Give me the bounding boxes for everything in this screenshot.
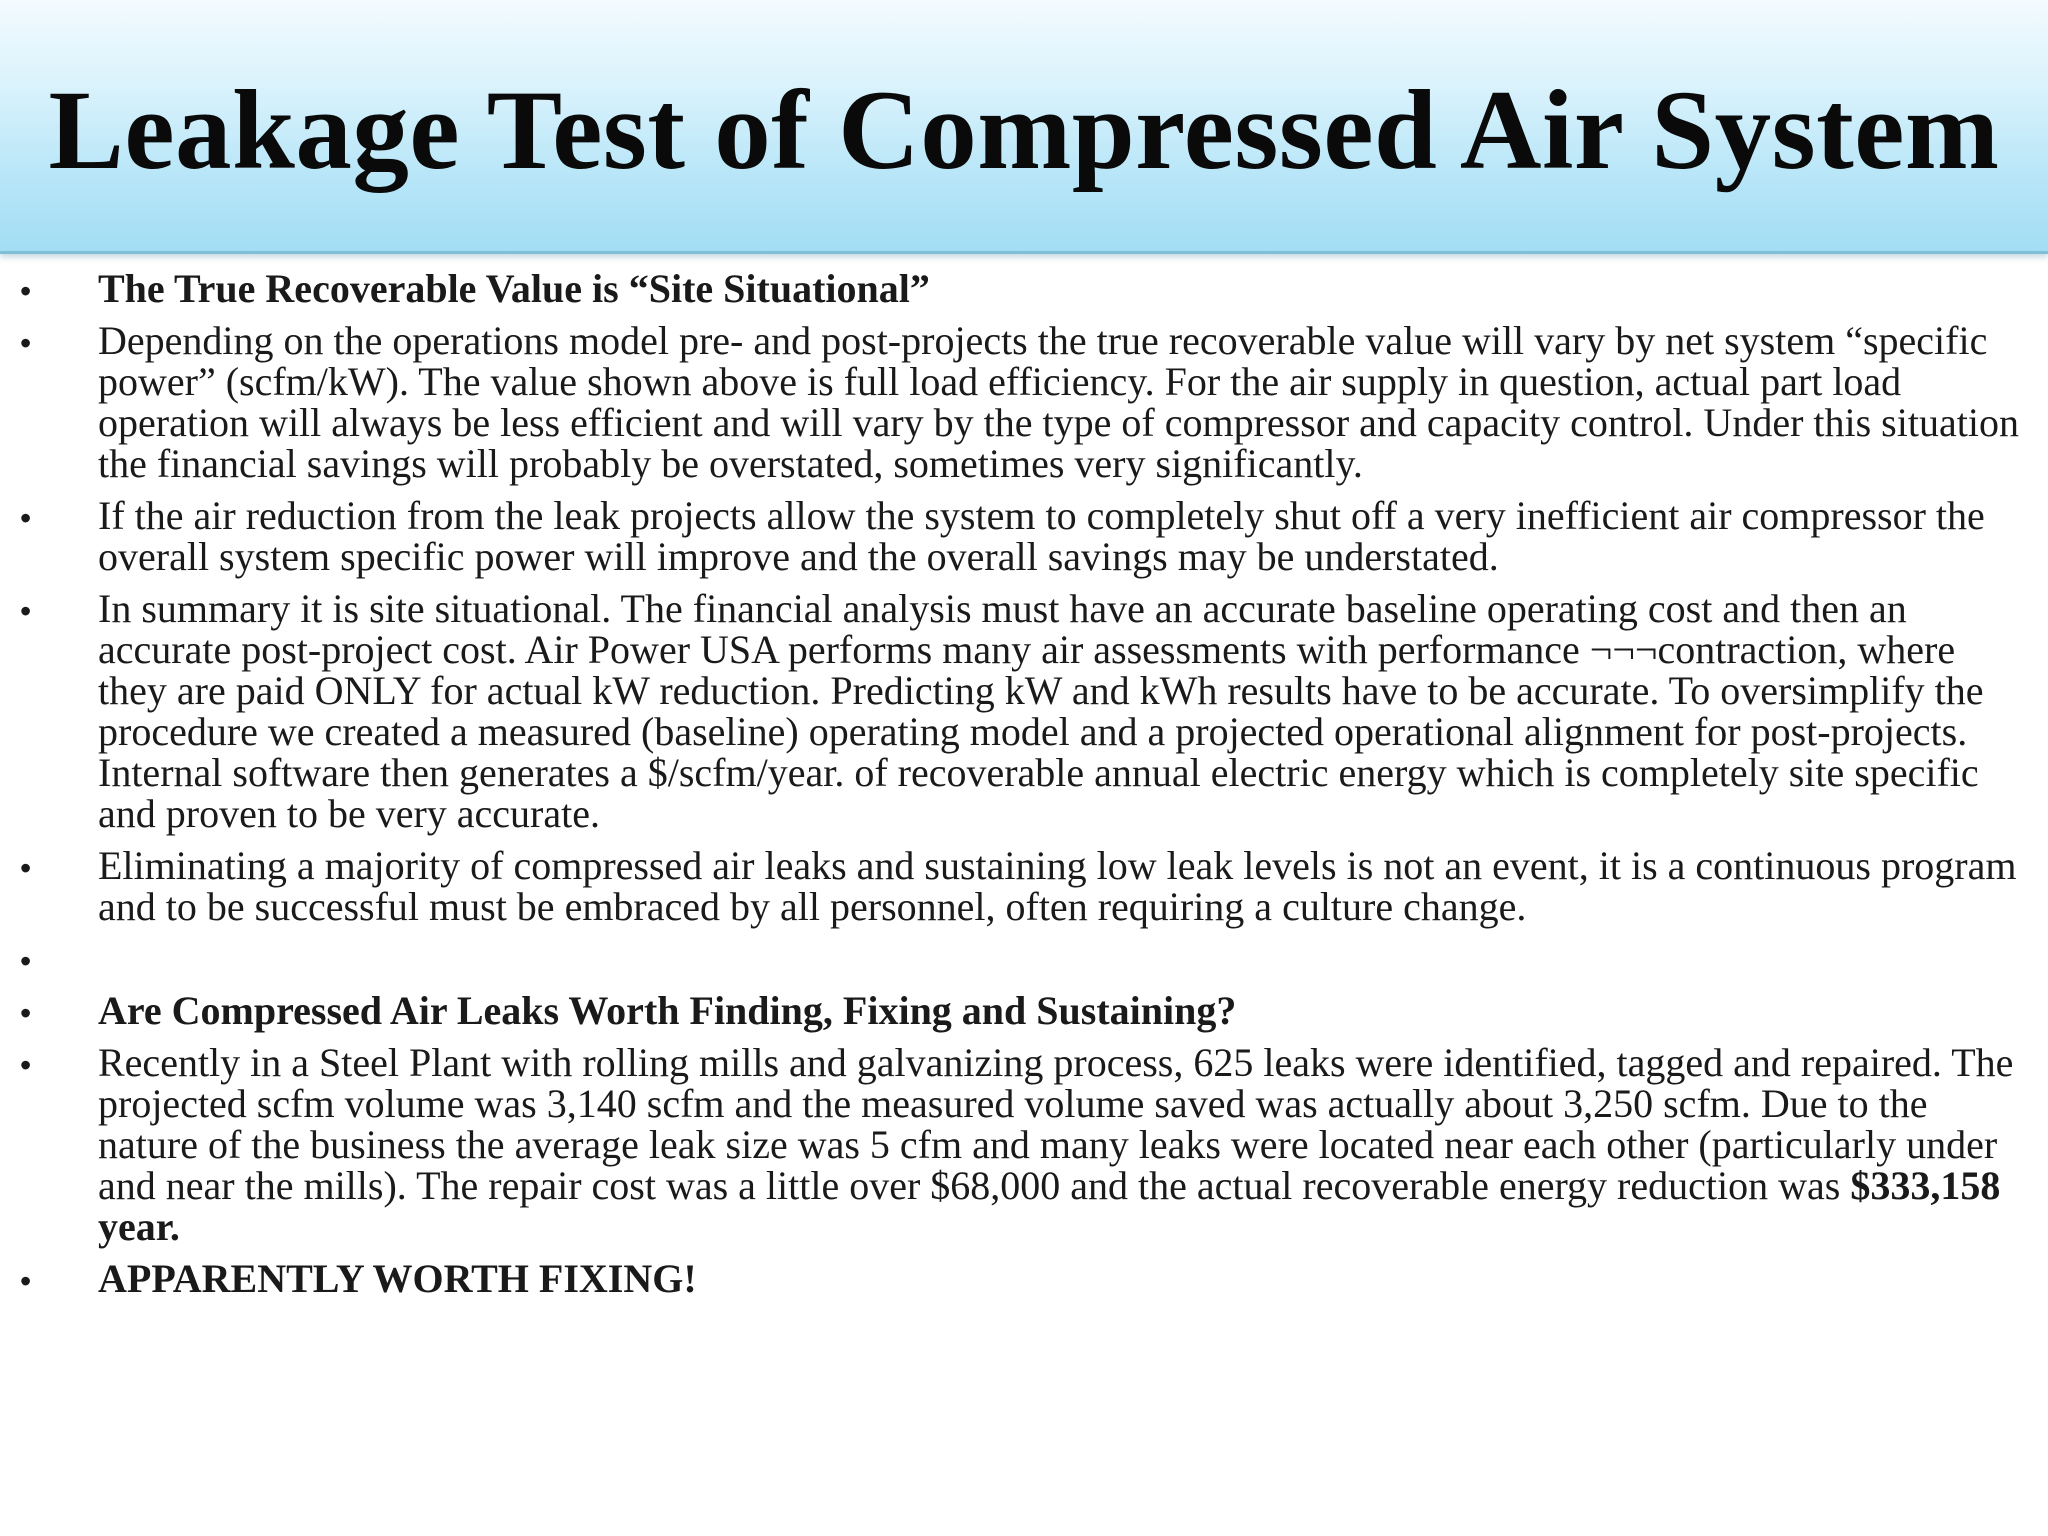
bullet-text: If the air reduction from the leak projects allow the system to completely shut off a very inefficient air compressor the overall system specific power will improve and the overall savings may be understated.: [98, 493, 1985, 579]
slide-title: Leakage Test of Compressed Air System: [48, 68, 2000, 193]
bullet-text: In summary it is site situational. The financial analysis must have an accurate baseline operating cost and then an accurate post-project cost. Air Power USA performs many air assessments with performance ¬¬¬contraction, where they are paid ONLY for actual kW reduction. Predicting kW and kWh results have to be accurate. To oversimplify the procedure we created a measured (baseline) operating model and a projected operational alignment for post-projects. Internal software then generates a $/scfm/year. of recoverable annual electric energy which is completely site specific and proven to be very accurate.: [98, 586, 1984, 836]
bullet-text: [98, 1040, 2013, 1249]
bullet-text: Eliminating a majority of compressed air leaks and sustaining low leak levels is not an event, it is a continuous program and to be successful must be embraced by all personnel, often requiring a culture change.: [98, 843, 2017, 929]
bullet-list: [0, 268, 2048, 1310]
title-banner: [0, 0, 2048, 254]
bullet-dot: •: [20, 943, 32, 979]
bullet-dot: •: [20, 325, 32, 361]
bullet-dot: •: [20, 995, 32, 1031]
bullet-text-body: Recently in a Steel Plant with rolling mills and galvanizing process, 625 leaks were identified, tagged and repaired. The projected scfm volume was 3,140 scfm and the measured volume saved was actually about 3,250 scfm. Due to the nature of the business the average leak size was 5 cfm and many leaks were located near each other (particularly under and near the mills). The repair cost was a little over $68,000 and the actual recoverable energy reduction was: [98, 1040, 2014, 1208]
bullet-empty: [0, 938, 2048, 979]
bullet-air-reduction: [0, 495, 2048, 577]
bullet-operations-model: [0, 320, 2048, 484]
savings-amount: $333,158 year.: [98, 1163, 2001, 1249]
bullet-summary: [0, 588, 2048, 834]
bullet-eliminating-leaks: [0, 845, 2048, 927]
bullet-steel-plant: [0, 1042, 2048, 1247]
bullet-text: The True Recoverable Value is “Site Situational”: [98, 266, 930, 311]
bullet-text: Depending on the operations model pre- and post-projects the true recoverable value will vary by net system “specific power” (scfm/kW). The value shown above is full load efficiency. For the air supply in question, actual part load operation will always be less efficient and will vary by the type of compressor and capacity control. Under this situation the financial savings will probably be overstated, sometimes very significantly.: [98, 318, 2019, 486]
bullet-dot: •: [20, 500, 32, 536]
bullet-dot: •: [20, 593, 32, 629]
bullet-heading-site-situational: [0, 268, 2048, 309]
bullet-dot: •: [20, 1263, 32, 1299]
bullet-dot: •: [20, 850, 32, 886]
bullet-dot: •: [20, 273, 32, 309]
bullet-heading-worth-finding: [0, 990, 2048, 1031]
bullet-apparently-worth-fixing: [0, 1258, 2048, 1299]
bullet-text: Are Compressed Air Leaks Worth Finding, Fixing and Sustaining?: [98, 988, 1237, 1033]
bullet-text: APPARENTLY WORTH FIXING!: [98, 1256, 697, 1301]
bullet-dot: •: [20, 1047, 32, 1083]
